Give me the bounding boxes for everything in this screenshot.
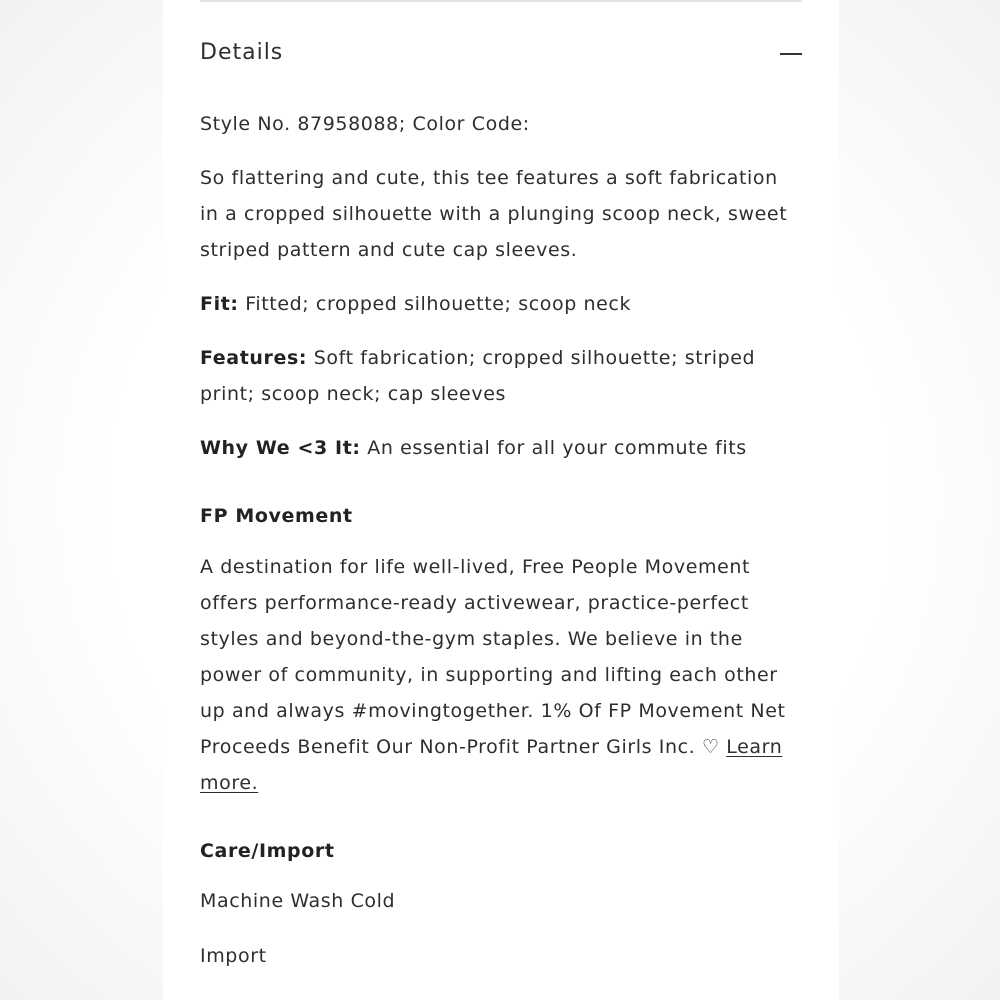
why-value: An essential for all your commute fits bbox=[367, 437, 747, 459]
details-title: Details bbox=[200, 40, 284, 65]
learn-more-link[interactable]: Learn more. bbox=[200, 736, 783, 794]
features-label: Features: bbox=[200, 347, 308, 369]
brand-body: A destination for life well-lived, Free People Movement offers performance-ready activewear, practice-perfect styles and beyond-the-gym staples. We believe in the power of community, in supporting and lifting each other up and always #movingtogether. 1% Of FP Movement Net Proceeds Benefit Our Non-Profit Partner Girls Inc. ♡ bbox=[200, 556, 786, 758]
brand-heading: FP Movement bbox=[200, 505, 353, 527]
fit-value: Fitted; cropped silhouette; scoop neck bbox=[245, 293, 632, 315]
features-value: Soft fabrication; cropped silhouette; striped print; scoop neck; cap sleeves bbox=[200, 347, 756, 405]
brand-description bbox=[200, 549, 802, 801]
care-origin: Import bbox=[200, 945, 267, 967]
product-description: So flattering and cute, this tee features a soft fabrication in a cropped silhouette with a plunging scoop neck, sweet striped pattern and cute cap sleeves. bbox=[200, 167, 788, 261]
features-info bbox=[200, 340, 802, 412]
divider bbox=[200, 0, 802, 2]
care-heading: Care/Import bbox=[200, 840, 335, 862]
why-we-love-it bbox=[200, 430, 802, 466]
fit-label: Fit: bbox=[200, 293, 239, 315]
why-label: Why We <3 It: bbox=[200, 437, 361, 459]
care-wash: Machine Wash Cold bbox=[200, 890, 396, 912]
minus-icon[interactable] bbox=[780, 53, 802, 55]
style-number: Style No. 87958088; Color Code: bbox=[200, 113, 530, 135]
fit-info bbox=[200, 286, 802, 322]
details-accordion-header[interactable] bbox=[200, 36, 802, 74]
